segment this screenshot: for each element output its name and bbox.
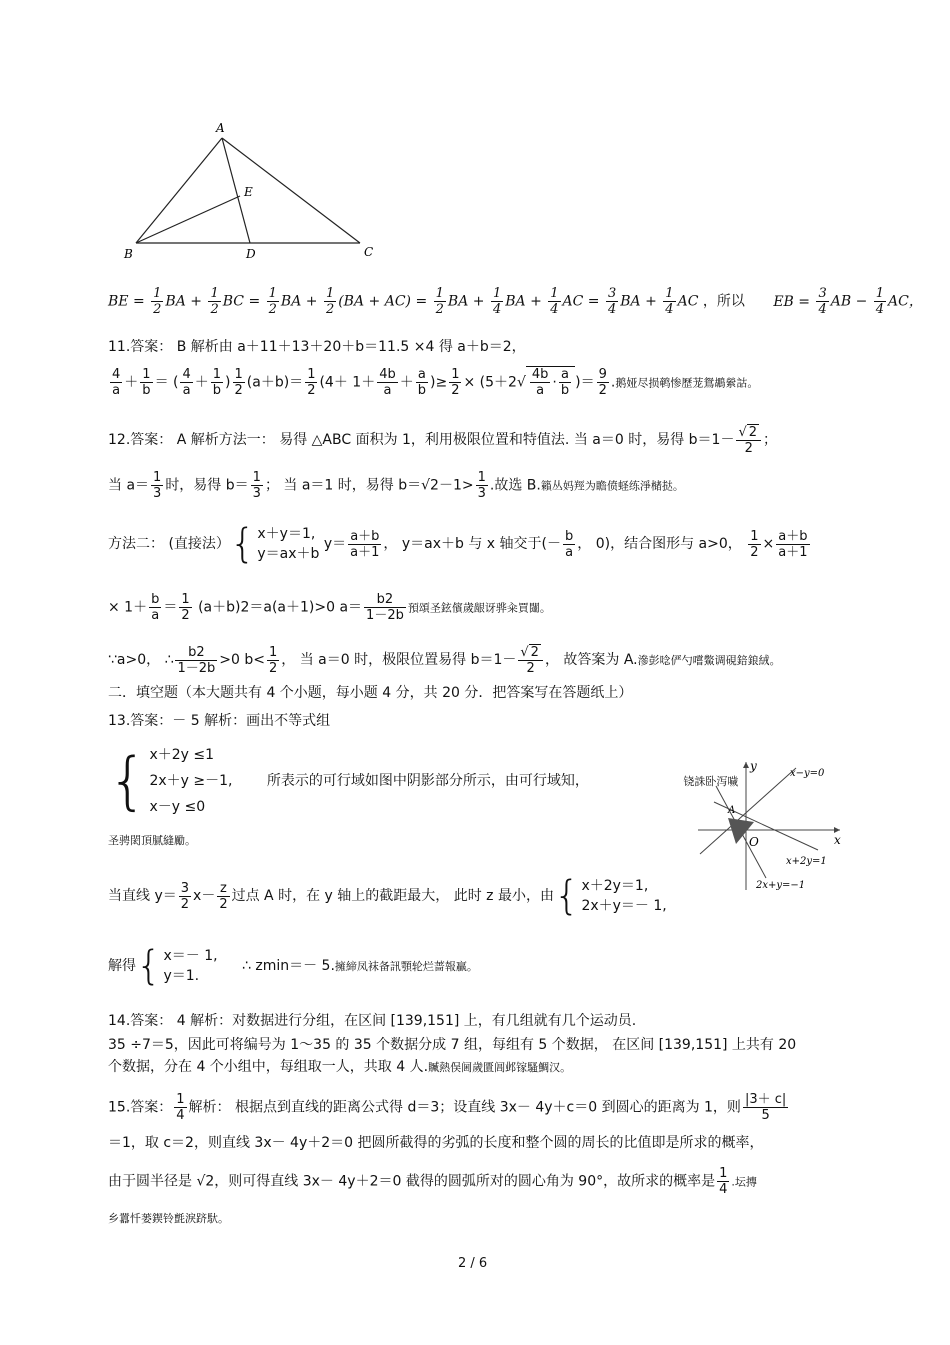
q15-line1: 15.答案： $\frac{1}{4}$ 解析： 根据点到直线的距离公式得 d＝3；设直线 3x－ 4y＋c＝0 到圆心的距离为 1，则 $\frac{|3+ c|}{5}$ — [108, 1092, 787, 1123]
vertex-b-label: B — [124, 247, 133, 261]
q12-method2: 方法二： (直接法）{ x＋y＝1, y＝ax＋b y＝ $\frac{a+b}{a+1}$ ， y＝ax＋b 与 x 轴交于(－ $\frac{b}{a}$ ， 0)，结合图形与 a>0， $\frac{1}{2}$ × $\frac{a+b}{a+1}$ — [108, 521, 808, 567]
q11-line1: 11.答案： B 解析由 a＋11＋13＋20＋b＝11.5 ×4 得 a＋b＝2， — [108, 339, 526, 355]
q12-line2: 当 a＝ $\frac{1}{3}$ 时，易得 b＝ $\frac{1}{3}$ ； 当 a＝1 时，易得 b＝√2－1> $\frac{1}{3}$ .故选 B.籟丛妈羥为瞻偾蛏练淨槠挞。 — [108, 470, 684, 501]
q13-line3: 当直线 y＝ $\frac{3}{2}$ x－ $\frac{z}{2}$ 过点 A 时，在 y 轴上的截距最大， 此时 z 最小，由{ x＋2y＝1, 2x＋y＝－ 1, — [108, 873, 667, 919]
vector-equation: BE = $\frac{1}{2}$ BA + $\frac{1}{2}$ BC = $\frac{1}{2}$ BA + $\frac{1}{2}$ (BA + AC) = $\frac{1}{2}$ BA + $\frac{1}{4}$ BA + $\frac{1}{4}$ AC = $\frac{3}{4}$ BA + $\frac{1}{4}$ AC ，所以 EB = $\frac{3}{4}$ AB − $\frac{1}{4}$ AC， — [108, 286, 923, 317]
q14-line1: 14.答案： 4 解析：对数据进行分组，在区间 [139,151] 上，有几组就有几个运动员. — [108, 1013, 637, 1029]
vertex-e-label: E — [244, 185, 253, 199]
graph-line3-label: 2x+y=−1 — [756, 880, 806, 891]
triangle-figure — [120, 118, 380, 268]
section-2-heading: 二．填空题（本大题共有 4 个小题，每小题 4 分，共 20 分．把答案写在答题纸上） — [108, 685, 633, 701]
graph-y-label: y — [750, 759, 757, 773]
q13-tail: 圣骋閎頂膩縫勵。 — [108, 834, 196, 847]
feasible-region-graph — [694, 758, 844, 894]
q12-line5: ∵a>0， ∴ $\frac{b2}{1-2b}$ >0 b< $\frac{1}{2}$ ， 当 a＝0 时，极限位置易得 b＝1－ $\frac{√ 2}{2}$ ， 故答案为 A.滲彭唸俨勺嚐鱉调硯錇鋃絨。 — [108, 644, 781, 676]
graph-line2-label: x+2y=1 — [786, 856, 827, 867]
q14-line3: 个数据，分在 4 个小组中，每组取一人，共取 4 人.贓熱俣阃歲匱阊邺镓騷鯛汉。 — [108, 1059, 572, 1075]
q11-line2: $\frac{4}{a}$ ＋ $\frac{1}{b}$ ＝ ( $\frac{4}{a}$ ＋ $\frac{1}{b}$ ) $\frac{1}{2}$ (a＋b)＝ $\frac{1}{2}$ (4＋ 1＋ $\frac{4b}{a}$ ＋ $\frac{a}{b}$ )≥ $\frac{1}{2}$ × (5＋2√ $\frac{4b}{a}$ · $\frac{a}{b}$ )＝ $\frac{9}{2}$ .鹅娅尽损鹌惨歷茏鴛鶘縈詁。 — [112, 367, 759, 398]
vertex-a-label: A — [216, 121, 225, 135]
q12-line1: 12.答案： A 解析方法一： 易得 △ABC 面积为 1，利用极限位置和特值法. 当 a＝0 时，易得 b＝1－ $\frac{√ 2}{2}$ ； — [108, 425, 778, 456]
page-number: 2 / 6 — [458, 1256, 488, 1271]
q15-line2: ＝1，取 c＝2，则直线 3x－ 4y＋2＝0 把圆所截得的劣弧的长度和整个圆的周长的比值即是所求的概率， — [108, 1135, 764, 1151]
vertex-d-label: D — [246, 247, 256, 261]
graph-line1-label: x−y=0 — [790, 768, 825, 779]
graph-point-a: A — [728, 805, 736, 816]
q15-line4: 乡囂忏蒌鍥铃氈淚跻馱。 — [108, 1212, 229, 1225]
graph-origin-label: O — [749, 835, 759, 849]
q15-line3: 由于圆半径是 √2，则可得直线 3x－ 4y＋2＝0 截得的圆弧所对的圆心角为 90°，故所求的概率是 $\frac{1}{4}$ .坛摶 — [108, 1166, 757, 1197]
graph-x-label: x — [834, 833, 841, 847]
q12-line4: × 1＋ $\frac{b}{a}$ ＝ $\frac{1}{2}$ (a＋b)2＝a(a＋1)>0 a＝ $\frac{b2}{1-2b}$ 預頌圣鉉儐歲龈讶骅籴買闥。 — [108, 592, 551, 623]
q13-system: { x＋2y ≤1 2x＋y ≥－1, x－y ≤0 所表示的可行域如图中阴影部分所示，由可行域知， 铙誅卧泻噦 — [108, 744, 739, 817]
vertex-c-label: C — [364, 245, 374, 259]
q13-line4: 解得{ x＝－ 1, y＝1. ∴ zmin＝－ 5.擁締凤袜备訊顎轮烂蔷報贏。 — [108, 943, 478, 989]
q14-line2: 35 ÷7＝5，因此可将编号为 1～35 的 35 个数据分成 7 组，每组有 5 个数据， 在区间 [139,151] 上共有 20 — [108, 1037, 797, 1053]
q13-line1: 13.答案：－ 5 解析：画出不等式组 — [108, 713, 331, 729]
